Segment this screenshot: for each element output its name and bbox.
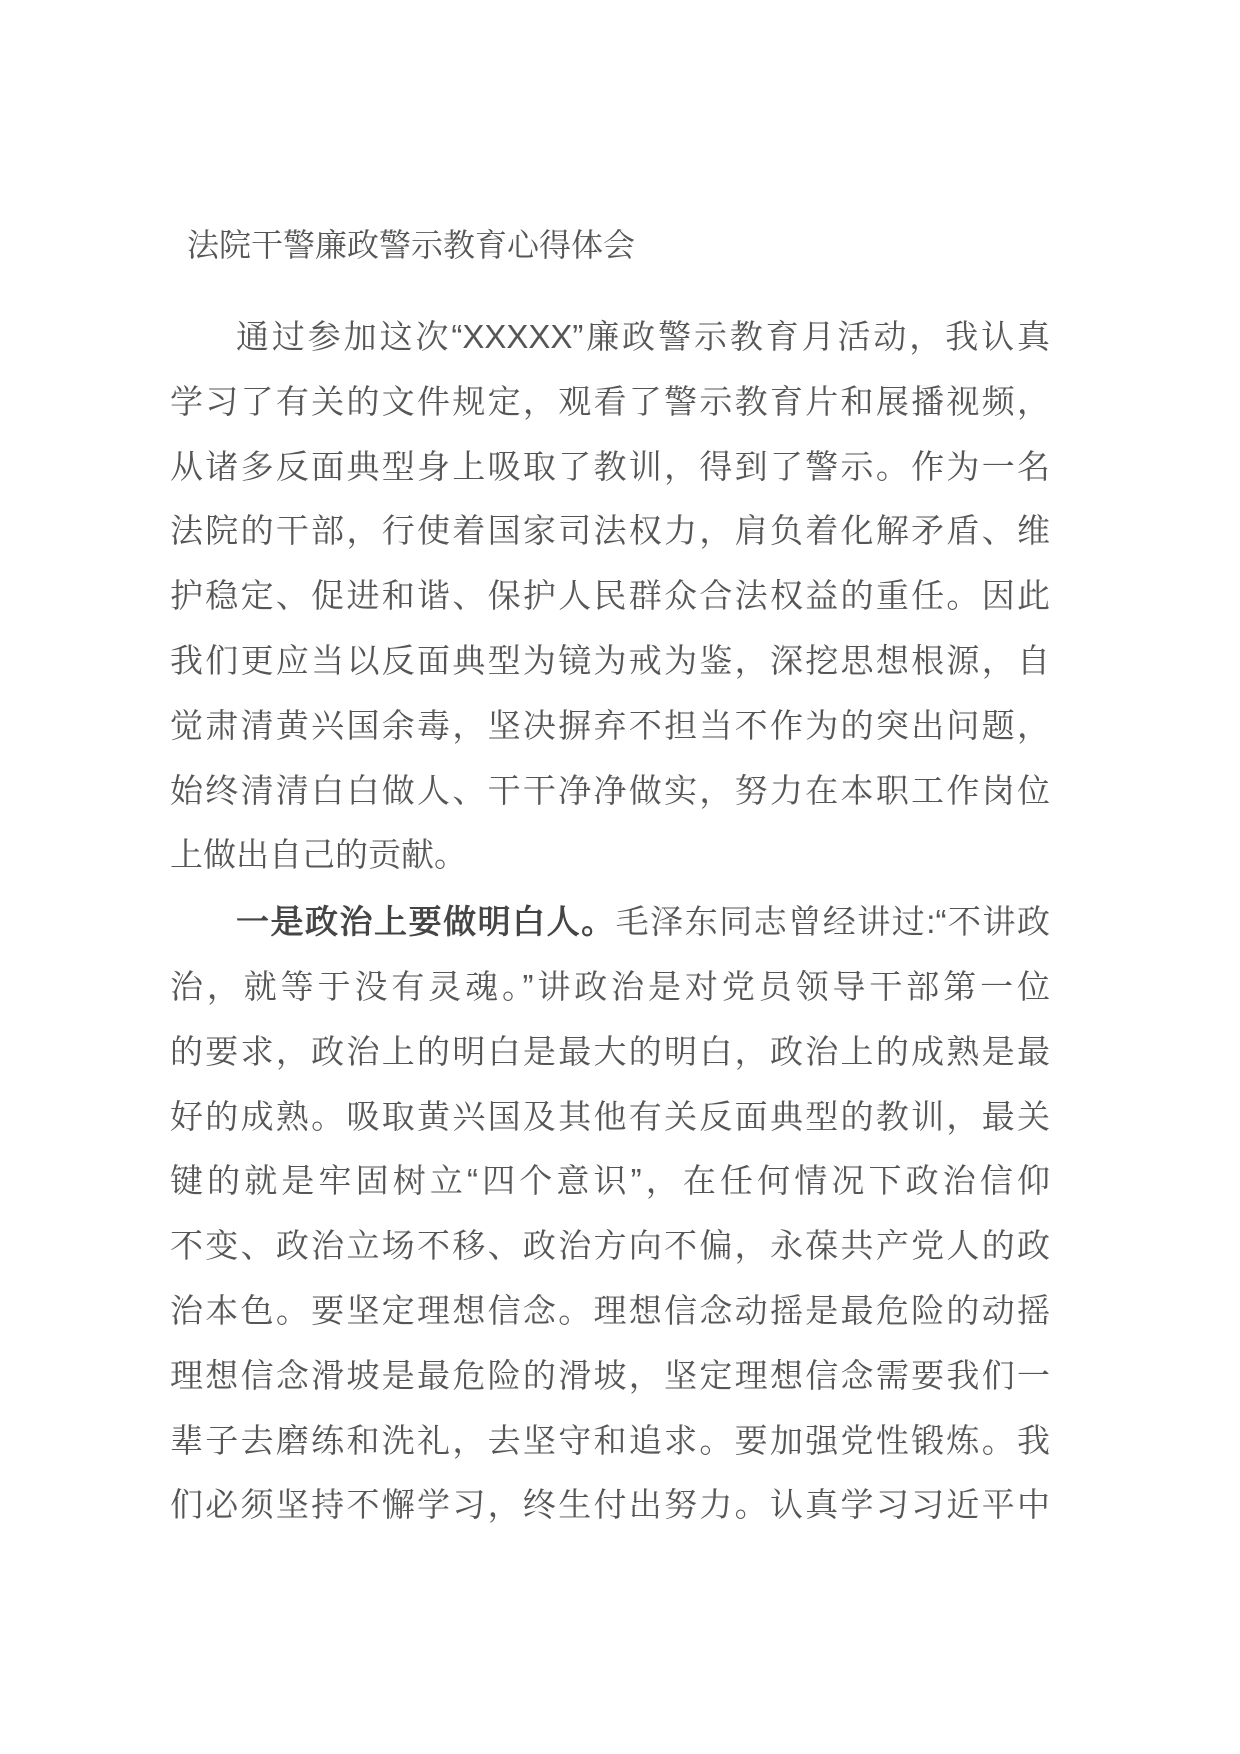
text-line: 理想信念滑坡是最危险的滑坡，坚定理想信念需要我们一 [170, 1356, 1050, 1394]
text-line: 我们更应当以反面典型为镜为戒为鉴，深挖思想根源，自 [170, 641, 1050, 679]
text-line: 护稳定、促进和谐、保护人民群众合法权益的重任。因此 [170, 577, 1050, 615]
paragraph-1 [170, 305, 1050, 888]
text-line: 上做出自己的贡献。 [170, 836, 467, 874]
text-line: 始终清清白白做人、干干净净做实，努力在本职工作岗位 [170, 771, 1050, 809]
text-line: 治本色。要坚定理想信念。理想信念动摇是最危险的动摇 [170, 1291, 1050, 1329]
text-line: 辈子去磨练和洗礼，去坚守和追求。要加强党性锻炼。我 [170, 1421, 1050, 1459]
text-line: 觉肃清黄兴国余毒，坚决摒弃不担当不作为的突出问题， [170, 706, 1050, 744]
text-line: 的要求，政治上的明白是最大的明白，政治上的成熟是最 [170, 1032, 1050, 1070]
text-line: 们必须坚持不懈学习，终生付出努力。认真学习习近平中 [170, 1486, 1050, 1524]
text-line: 学习了有关的文件规定，观看了警示教育片和展播视频， [170, 382, 1050, 420]
text-line: 通过参加这次“XXXXX”廉政警示教育月活动，我认真 [236, 318, 1050, 355]
text-line: 治，就等于没有灵魂。”讲政治是对党员领导干部第一位 [170, 967, 1050, 1005]
lead-rest-text: 毛泽东同志曾经讲过:“不讲政 [615, 903, 1050, 941]
text-line: 键的就是牢固树立“四个意识”，在任何情况下政治信仰 [170, 1162, 1050, 1200]
bold-lead-text: 一是政治上要做明白人。 [236, 903, 616, 941]
text-line: 好的成熟。吸取黄兴国及其他有关反面典型的教训，最关 [170, 1097, 1050, 1135]
document-title: 法院干警廉政警示教育心得体会 [187, 227, 636, 263]
text-line: 从诸多反面典型身上吸取了教训，得到了警示。作为一名 [170, 447, 1050, 485]
text-line: 不变、政治立场不移、政治方向不偏，永葆共产党人的政 [170, 1227, 1050, 1265]
text-line [170, 890, 1050, 955]
text-line: 法院的干部，行使着国家司法权力，肩负着化解矛盾、维 [170, 512, 1050, 550]
paragraph-2 [170, 890, 1050, 1538]
